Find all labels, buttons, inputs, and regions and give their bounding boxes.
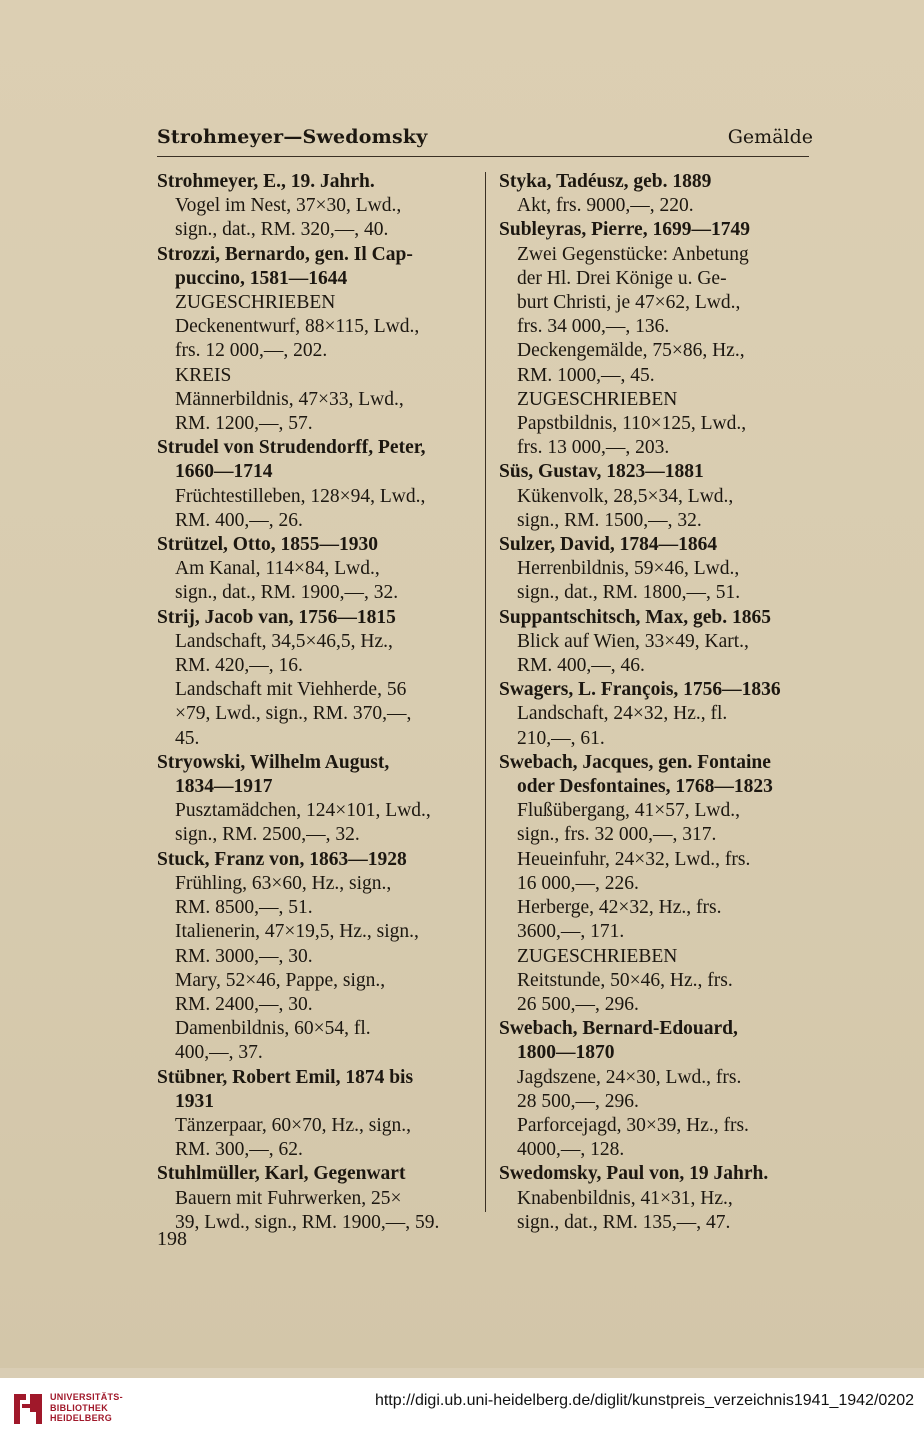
artwork-detail: RM. 300,—, 62. [175, 1139, 303, 1161]
header-section: Gemälde [727, 126, 813, 148]
artwork-detail: ZUGESCHRIEBEN [517, 388, 678, 410]
artist-name: Stübner, Robert Emil, 1874 bis [157, 1066, 414, 1088]
artist-name-continued: oder Desfontaines, 1768—1823 [517, 776, 773, 798]
artwork-detail: Tänzerpaar, 60×70, Hz., sign., [175, 1114, 412, 1136]
logo-line-3: HEIDELBERG [50, 1413, 113, 1423]
artwork-detail: burt Christi, je 47×62, Lwd., [517, 292, 741, 314]
artwork-detail: Damenbildnis, 60×54, fl. [175, 1018, 371, 1040]
artwork-detail: Blick auf Wien, 33×49, Kart., [517, 630, 749, 652]
artwork-detail: 45. [175, 727, 200, 749]
artist-name: Subleyras, Pierre, 1699—1749 [499, 219, 750, 241]
artist-name: Strudel von Strudendorff, Peter, [157, 437, 426, 459]
artwork-detail: RM. 400,—, 46. [517, 655, 645, 677]
artwork-detail: Akt, frs. 9000,—, 220. [517, 195, 694, 217]
header-title: Strohmeyer—Swedomsky [157, 126, 428, 148]
artist-name-continued: 1931 [175, 1090, 214, 1112]
artwork-detail: Bauern mit Fuhrwerken, 25× [175, 1187, 402, 1209]
artwork-detail: ZUGESCHRIEBEN [517, 945, 678, 967]
artwork-detail: sign., RM. 1500,—, 32. [517, 509, 702, 531]
artist-name: Stuhlmüller, Karl, Gegenwart [157, 1163, 406, 1185]
artwork-detail: ZUGESCHRIEBEN [175, 292, 336, 314]
artwork-detail: Herrenbildnis, 59×46, Lwd., [517, 558, 740, 580]
artist-name: Swebach, Jacques, gen. Fontaine [499, 751, 771, 773]
column-divider [485, 172, 486, 1212]
artwork-detail: sign., RM. 2500,—, 32. [175, 824, 360, 846]
artwork-detail: Reitstunde, 50×46, Hz., frs. [517, 969, 733, 991]
artist-name: Stryowski, Wilhelm August, [157, 751, 390, 773]
artwork-detail: 26 500,—, 296. [517, 993, 639, 1015]
library-logo [10, 1386, 130, 1432]
source-url[interactable]: http://digi.ub.uni-heidelberg.de/diglit/kunstpreis_verzeichnis1941_1942/0202 [374, 1392, 914, 1409]
artist-name: Süs, Gustav, 1823—1881 [499, 461, 704, 483]
artwork-detail: 39, Lwd., sign., RM. 1900,—, 59. [175, 1211, 440, 1233]
artwork-detail: der Hl. Drei Könige u. Ge- [517, 267, 727, 289]
artwork-detail: sign., dat., RM. 320,—, 40. [175, 219, 389, 241]
artist-name-continued: 1800—1870 [517, 1042, 615, 1064]
artwork-detail: Jagdszene, 24×30, Lwd., frs. [517, 1066, 742, 1088]
artwork-detail: Am Kanal, 114×84, Lwd., [175, 558, 380, 580]
artwork-detail: 28 500,—, 296. [517, 1090, 639, 1112]
artwork-detail: Parforcejagd, 30×39, Hz., frs. [517, 1114, 749, 1136]
artist-name: Swedomsky, Paul von, 19 Jahrh. [499, 1163, 769, 1185]
artwork-detail: Kükenvolk, 28,5×34, Lwd., [517, 485, 734, 507]
artwork-detail: Knabenbildnis, 41×31, Hz., [517, 1187, 733, 1209]
logo-line-2: BIBLIOTHEK [50, 1402, 108, 1413]
artwork-detail: Flußübergang, 41×57, Lwd., [517, 800, 740, 822]
artist-name: Styka, Tadéusz, geb. 1889 [499, 171, 712, 192]
artist-name: Stuck, Franz von, 1863—1928 [157, 848, 407, 870]
logo-line-1: UNIVERSITÄTS- [50, 1392, 123, 1402]
artwork-detail: Männerbildnis, 47×33, Lwd., [175, 388, 404, 410]
artwork-detail: 210,—, 61. [517, 727, 605, 749]
artwork-detail: Deckengemälde, 75×86, Hz., [517, 340, 745, 362]
artwork-detail: 400,—, 37. [175, 1042, 263, 1064]
artwork-detail: sign., dat., RM. 1900,—, 32. [175, 582, 399, 604]
artwork-detail: Mary, 52×46, Pappe, sign., [175, 969, 386, 991]
artwork-detail: Herberge, 42×32, Hz., frs. [517, 897, 722, 919]
artwork-detail: Landschaft mit Viehherde, 56 [175, 679, 407, 701]
running-header [157, 126, 813, 152]
artist-name-continued: 1660—1714 [175, 461, 273, 483]
artist-name-continued: puccino, 1581—1644 [175, 267, 348, 289]
artwork-detail: RM. 8500,—, 51. [175, 897, 313, 919]
artwork-detail: frs. 34 000,—, 136. [517, 316, 670, 338]
artist-name-continued: 1834—1917 [175, 776, 273, 798]
footer-bar [0, 1378, 924, 1444]
artist-name: Suppantschitsch, Max, geb. 1865 [499, 606, 771, 628]
artwork-detail: sign., dat., RM. 1800,—, 51. [517, 582, 741, 604]
artist-name: Strohmeyer, E., 19. Jahrh. [157, 171, 375, 192]
artist-name: Swagers, L. François, 1756—1836 [499, 679, 781, 701]
library-logo-icon [10, 1390, 46, 1428]
artwork-detail: RM. 3000,—, 30. [175, 945, 313, 967]
artwork-detail: Italienerin, 47×19,5, Hz., sign., [175, 921, 419, 943]
artwork-detail: frs. 12 000,—, 202. [175, 340, 328, 362]
artwork-detail: Pusztamädchen, 124×101, Lwd., [175, 800, 431, 822]
artwork-detail: RM. 1000,—, 45. [517, 364, 655, 386]
artwork-detail: RM. 420,—, 16. [175, 655, 303, 677]
artwork-detail: Frühling, 63×60, Hz., sign., [175, 872, 392, 894]
page-number: 198 [157, 1228, 187, 1250]
artwork-detail: Landschaft, 34,5×46,5, Hz., [175, 630, 393, 652]
artwork-detail: RM. 400,—, 26. [175, 509, 303, 531]
artist-name: Strozzi, Bernardo, gen. Il Cap- [157, 243, 413, 265]
artist-name: Strützel, Otto, 1855—1930 [157, 534, 378, 556]
artwork-detail: Zwei Gegenstücke: Anbetung [517, 243, 749, 265]
artist-name: Sulzer, David, 1784—1864 [499, 534, 718, 556]
left-column [157, 170, 477, 1235]
artwork-detail: Vogel im Nest, 37×30, Lwd., [175, 195, 402, 217]
artwork-detail: ×79, Lwd., sign., RM. 370,—, [175, 703, 412, 725]
artwork-detail: Papstbildnis, 110×125, Lwd., [517, 413, 747, 435]
right-column [499, 170, 821, 1235]
artwork-detail: sign., frs. 32 000,—, 317. [517, 824, 717, 846]
artwork-detail: RM. 1200,—, 57. [175, 413, 313, 435]
artwork-detail: sign., dat., RM. 135,—, 47. [517, 1211, 731, 1233]
library-logo-text [50, 1392, 123, 1424]
artwork-detail: Deckenentwurf, 88×115, Lwd., [175, 316, 420, 338]
artist-name: Swebach, Bernard-Edouard, [499, 1018, 738, 1040]
artwork-detail: 16 000,—, 226. [517, 872, 639, 894]
artwork-detail: frs. 13 000,—, 203. [517, 437, 670, 459]
artwork-detail: 3600,—, 171. [517, 921, 625, 943]
artwork-detail: Landschaft, 24×32, Hz., fl. [517, 703, 728, 725]
artwork-detail: 4000,—, 128. [517, 1139, 625, 1161]
header-rule [157, 156, 809, 157]
artwork-detail: Heueinfuhr, 24×32, Lwd., frs. [517, 848, 751, 870]
artist-name: Strij, Jacob van, 1756—1815 [157, 606, 396, 628]
artwork-detail: RM. 2400,—, 30. [175, 993, 313, 1015]
artwork-detail: KREIS [175, 364, 232, 386]
artwork-detail: Früchtestilleben, 128×94, Lwd., [175, 485, 426, 507]
